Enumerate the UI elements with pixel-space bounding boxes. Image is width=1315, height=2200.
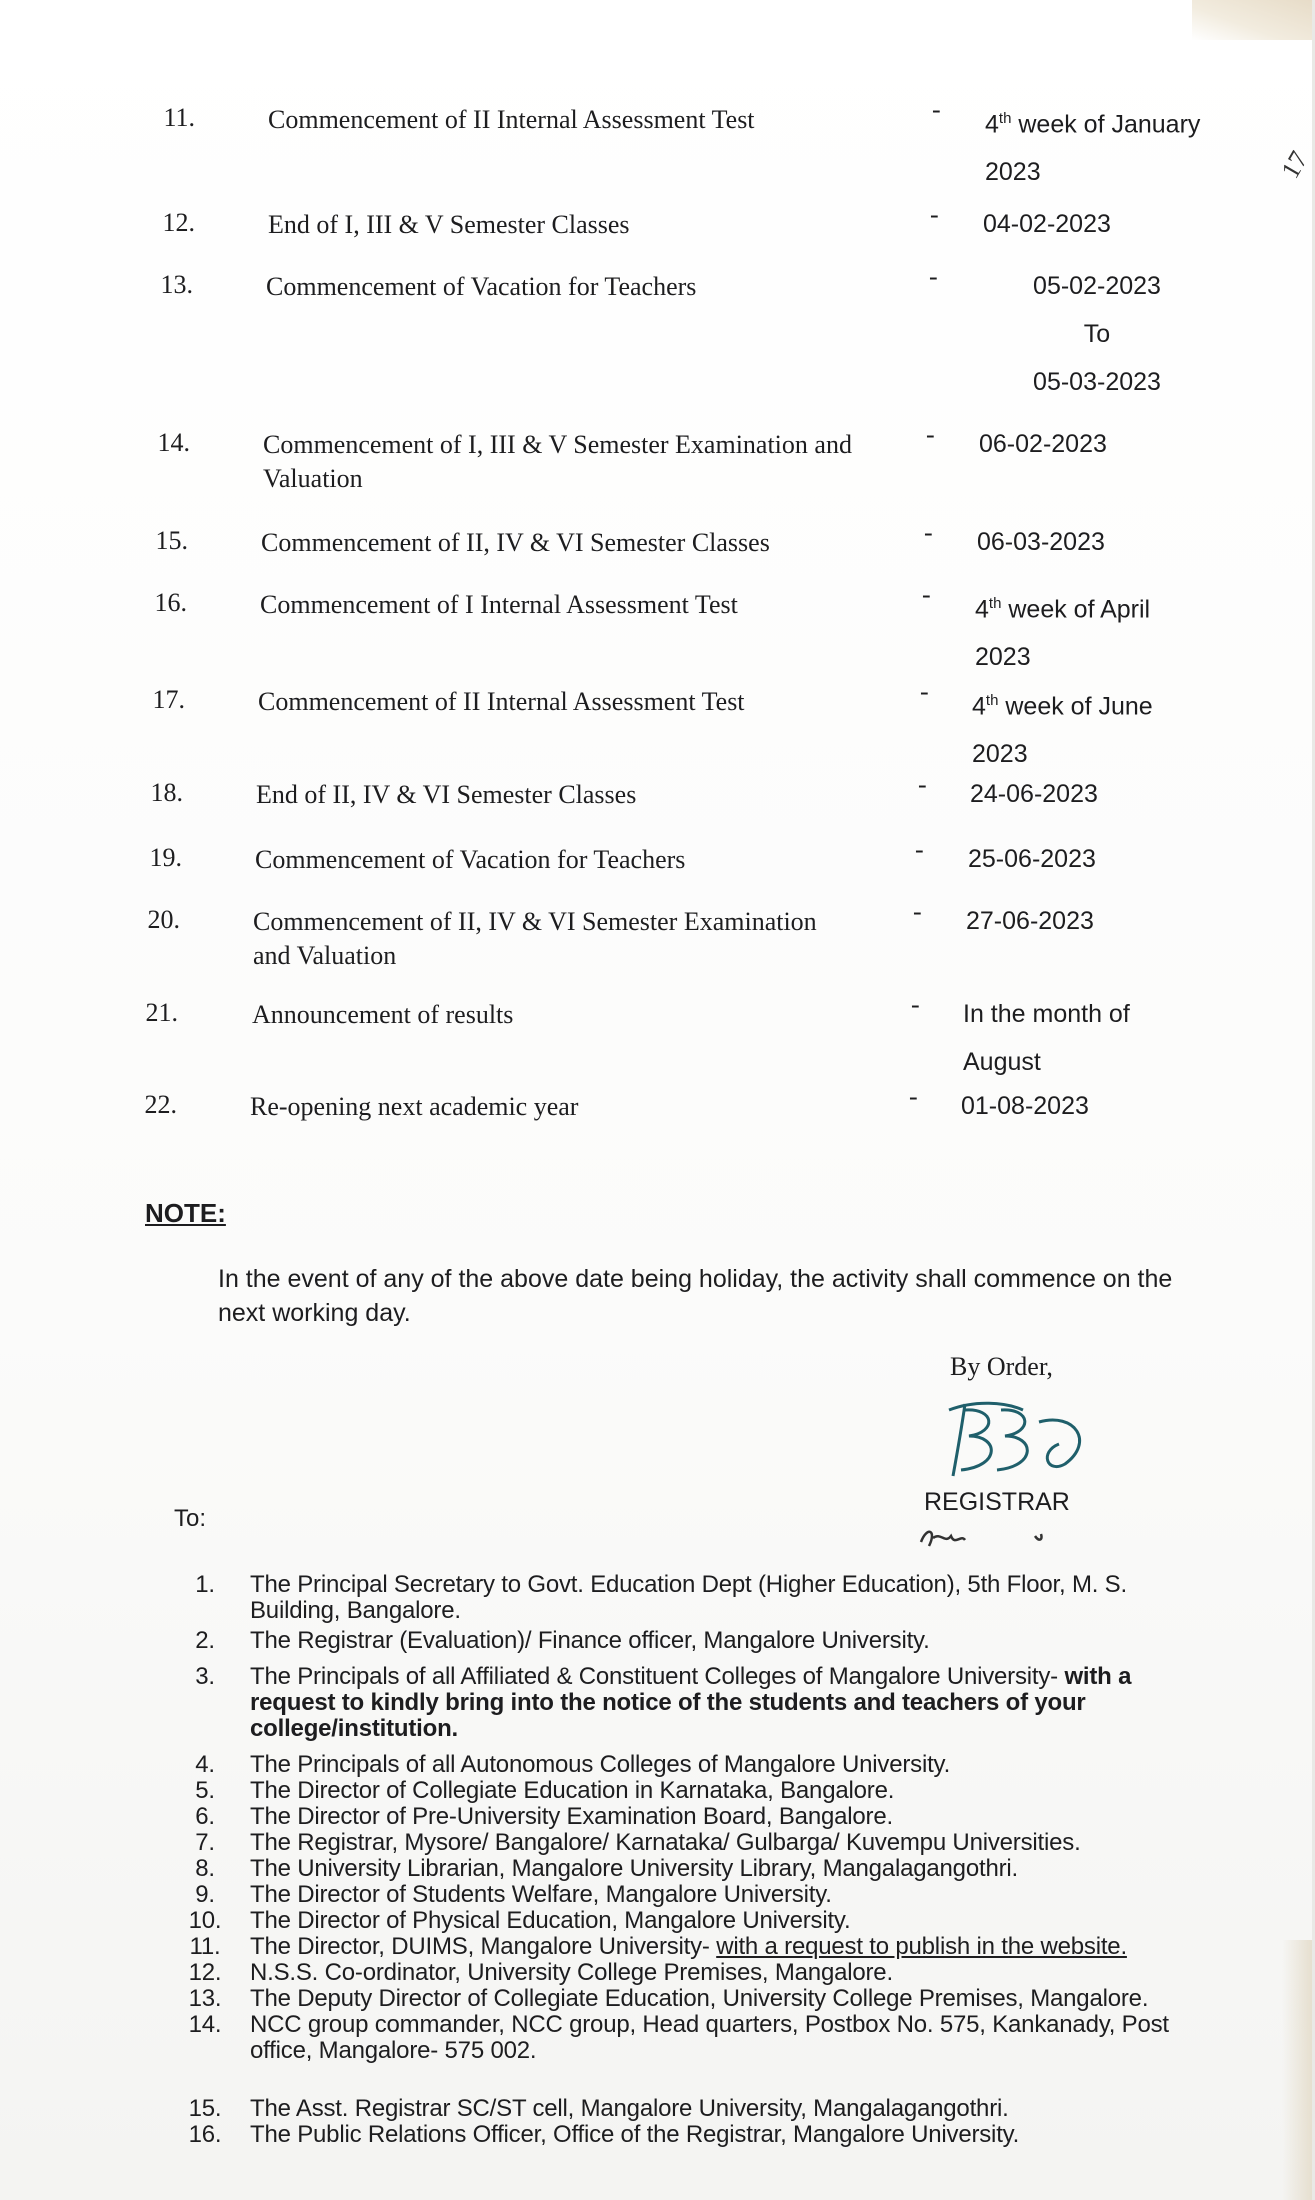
schedule-date-line: 4th week of April	[975, 595, 1151, 624]
schedule-date	[970, 770, 1200, 818]
recipient-main-text: The Principals of all Autonomous Colleges of Mangalore University.	[250, 1751, 951, 1778]
recipient-number: 3.	[195, 1663, 215, 1690]
recipient-main-text: N.S.S. Co-ordinator, University College Premises, Mangalore.	[250, 1959, 893, 1986]
recipient-text	[250, 1778, 1180, 1804]
schedule-activity: Commencement of Vacation for Teachers	[255, 845, 686, 874]
schedule-date-line: 24-06-2023	[970, 780, 1098, 808]
schedule-number: 11.	[163, 103, 195, 132]
recipient-main-text: The Principal Secretary to Govt. Education Dept (Higher Education), 5th Floor, M. S. Building, Bangalore.	[250, 1571, 1127, 1624]
schedule-date	[983, 200, 1213, 248]
signature-lettering: BB	[935, 1379, 957, 1396]
schedule-number: 22.	[144, 1090, 177, 1119]
schedule-date-line: 2023	[985, 158, 1041, 187]
recipient-main-text: NCC group commander, NCC group, Head quarters, Postbox No. 575, Kankanady, Post office, Mangalore- 575 002.	[250, 2011, 1169, 2064]
schedule-dash: -	[929, 262, 938, 291]
edge-page-number: 17	[1275, 146, 1314, 184]
schedule-number: 18.	[150, 778, 183, 807]
recipient-main-text: The Deputy Director of Collegiate Education, University College Premises, Mangalore.	[250, 1985, 1149, 2012]
recipient-text	[250, 1830, 1180, 1856]
paper-corner-scrap	[1192, 0, 1312, 40]
recipient-main-text: The Director of Collegiate Education in Karnataka, Bangalore.	[250, 1777, 895, 1804]
schedule-dash: -	[918, 770, 927, 799]
schedule-number: 21.	[145, 998, 178, 1027]
recipient-text	[250, 1934, 1180, 1960]
schedule-date	[982, 262, 1212, 406]
recipient-main-text: The Director of Physical Education, Mangalore University.	[250, 1907, 851, 1934]
schedule-date-line: 2023	[975, 643, 1031, 672]
schedule-number: 16.	[154, 588, 187, 617]
schedule-dash: -	[932, 95, 941, 124]
schedule-number: 17.	[152, 685, 185, 714]
recipient-main-text: The University Librarian, Mangalore University Library, Mangalagangothri.	[250, 1855, 1018, 1882]
recipient-number: 11.	[189, 1933, 221, 1960]
schedule-date-line: 25-06-2023	[968, 845, 1096, 873]
schedule-dash: -	[915, 835, 924, 864]
recipient-number: 10.	[188, 1907, 222, 1934]
recipient-number: 13.	[188, 1985, 222, 2012]
recipient-text	[250, 1908, 1180, 1934]
recipient-text	[250, 1752, 1180, 1778]
to-label: To:	[174, 1505, 207, 1532]
recipient-text	[250, 1882, 1180, 1908]
schedule-activity: End of I, III & V Semester Classes	[268, 210, 630, 239]
schedule-date	[961, 1082, 1191, 1130]
note-title: NOTE:	[145, 1198, 226, 1228]
paper-edge-shadow	[1282, 1940, 1312, 2200]
recipient-text	[250, 1856, 1180, 1882]
schedule-activity: Commencement of II, IV & VI Semester Examination and Valuation	[253, 907, 817, 970]
recipient-text	[250, 1572, 1180, 1624]
schedule-date	[977, 518, 1207, 566]
recipient-number: 7.	[195, 1829, 215, 1856]
recipient-number: 6.	[195, 1803, 215, 1830]
registrar-initials	[915, 1524, 1055, 1559]
recipient-number: 14.	[188, 2011, 222, 2038]
recipient-text	[250, 1804, 1180, 1830]
recipient-number: 2.	[195, 1627, 215, 1654]
schedule-date-line: 04-02-2023	[983, 210, 1111, 238]
schedule-date-line: 27-06-2023	[966, 907, 1094, 935]
schedule-dash: -	[930, 200, 939, 229]
recipient-number: 1.	[195, 1571, 215, 1598]
recipient-request: with a request to publish in the website.	[716, 1933, 1127, 1960]
recipient-text	[250, 2122, 1180, 2148]
schedule-dash: -	[922, 580, 931, 609]
recipient-number: 15.	[188, 2095, 222, 2122]
recipient-text	[250, 2012, 1180, 2064]
by-order-label: By Order,	[950, 1352, 1053, 1381]
recipient-main-text: The Registrar (Evaluation)/ Finance officer, Mangalore University.	[250, 1627, 930, 1654]
schedule-dash: -	[909, 1082, 918, 1111]
recipient-number: 4.	[195, 1751, 215, 1778]
recipient-text	[250, 1960, 1180, 1986]
schedule-number: 13.	[160, 270, 193, 299]
schedule-date-line: 4th week of January	[985, 110, 1201, 139]
recipient-emphasis: with a request to kindly bring into the notice of the students and teachers of your college/institution.	[250, 1663, 1132, 1742]
schedule-date	[963, 990, 1193, 1086]
recipient-text	[250, 1664, 1180, 1742]
schedule-number: 20.	[147, 905, 180, 934]
schedule-activity: End of II, IV & VI Semester Classes	[256, 780, 637, 809]
schedule-dash: -	[911, 990, 920, 1019]
recipient-number: 5.	[195, 1777, 215, 1804]
schedule-number: 15.	[155, 526, 188, 555]
registrar-signature	[935, 1379, 1095, 1489]
schedule-date	[985, 95, 1215, 196]
recipient-main-text: The Director of Pre-University Examination Board, Bangalore.	[250, 1803, 893, 1830]
recipient-text	[250, 1628, 1180, 1654]
recipient-main-text: The Public Relations Officer, Office of the Registrar, Mangalore University.	[250, 2121, 1020, 2148]
schedule-date-line: In the month of	[963, 1000, 1130, 1028]
schedule-date	[972, 677, 1202, 778]
schedule-activity: Re-opening next academic year	[250, 1092, 579, 1121]
schedule-activity: Commencement of I, III & V Semester Examination and Valuation	[263, 430, 852, 493]
note-text: In the event of any of the above date being holiday, the activity shall commence on the next working day.	[218, 1265, 1173, 1327]
schedule-date-line: 06-02-2023	[979, 430, 1107, 458]
recipient-main-text: The Principals of all Affiliated & Constituent Colleges of Mangalore University-	[250, 1663, 1058, 1690]
schedule-activity: Announcement of results	[252, 1000, 514, 1029]
recipient-number: 16.	[188, 2121, 222, 2148]
schedule-date-line: 01-08-2023	[961, 1092, 1089, 1120]
recipient-number: 9.	[195, 1881, 215, 1908]
schedule-dash: -	[926, 420, 935, 449]
recipient-number: 8.	[195, 1855, 215, 1882]
schedule-activity: Commencement of II Internal Assessment Test	[258, 687, 745, 716]
schedule-activity: Commencement of I Internal Assessment Test	[260, 590, 738, 619]
schedule-date-line: August	[963, 1048, 1041, 1076]
recipient-main-text: The Asst. Registrar SC/ST cell, Mangalore University, Mangalagangothri.	[250, 2095, 1009, 2122]
schedule-date	[968, 835, 1198, 883]
schedule-dash: -	[913, 897, 922, 926]
recipient-text	[250, 1986, 1180, 2012]
schedule-date-line: 2023	[972, 740, 1028, 769]
schedule-activity: Commencement of Vacation for Teachers	[266, 272, 697, 301]
schedule-activity: Commencement of II, IV & VI Semester Classes	[261, 528, 770, 557]
recipient-main-text: The Registrar, Mysore/ Bangalore/ Karnataka/ Gulbarga/ Kuvempu Universities.	[250, 1829, 1081, 1856]
schedule-date	[966, 897, 1196, 945]
schedule-number: 19.	[149, 843, 182, 872]
recipient-main-text: The Director of Students Welfare, Mangalore University.	[250, 1881, 832, 1908]
schedule-number: 14.	[157, 428, 190, 457]
recipient-text	[250, 2096, 1180, 2122]
recipient-number: 12.	[188, 1959, 222, 1986]
schedule-date	[979, 420, 1209, 468]
schedule-date-line: 05-02-2023	[1033, 272, 1161, 300]
schedule-date-line: 05-03-2023	[1033, 368, 1161, 396]
schedule-number: 12.	[162, 208, 195, 237]
schedule-dash: -	[920, 677, 929, 706]
schedule-date-line: To	[1083, 320, 1111, 348]
registrar-title: REGISTRAR	[924, 1488, 1070, 1516]
schedule-date-line: 06-03-2023	[977, 528, 1105, 556]
schedule-date-line: 4th week of June	[972, 692, 1153, 721]
schedule-dash: -	[924, 518, 933, 547]
recipient-main-text: The Director, DUIMS, Mangalore University-	[250, 1933, 710, 1960]
schedule-activity: Commencement of II Internal Assessment Test	[268, 105, 755, 134]
schedule-date	[975, 580, 1205, 681]
